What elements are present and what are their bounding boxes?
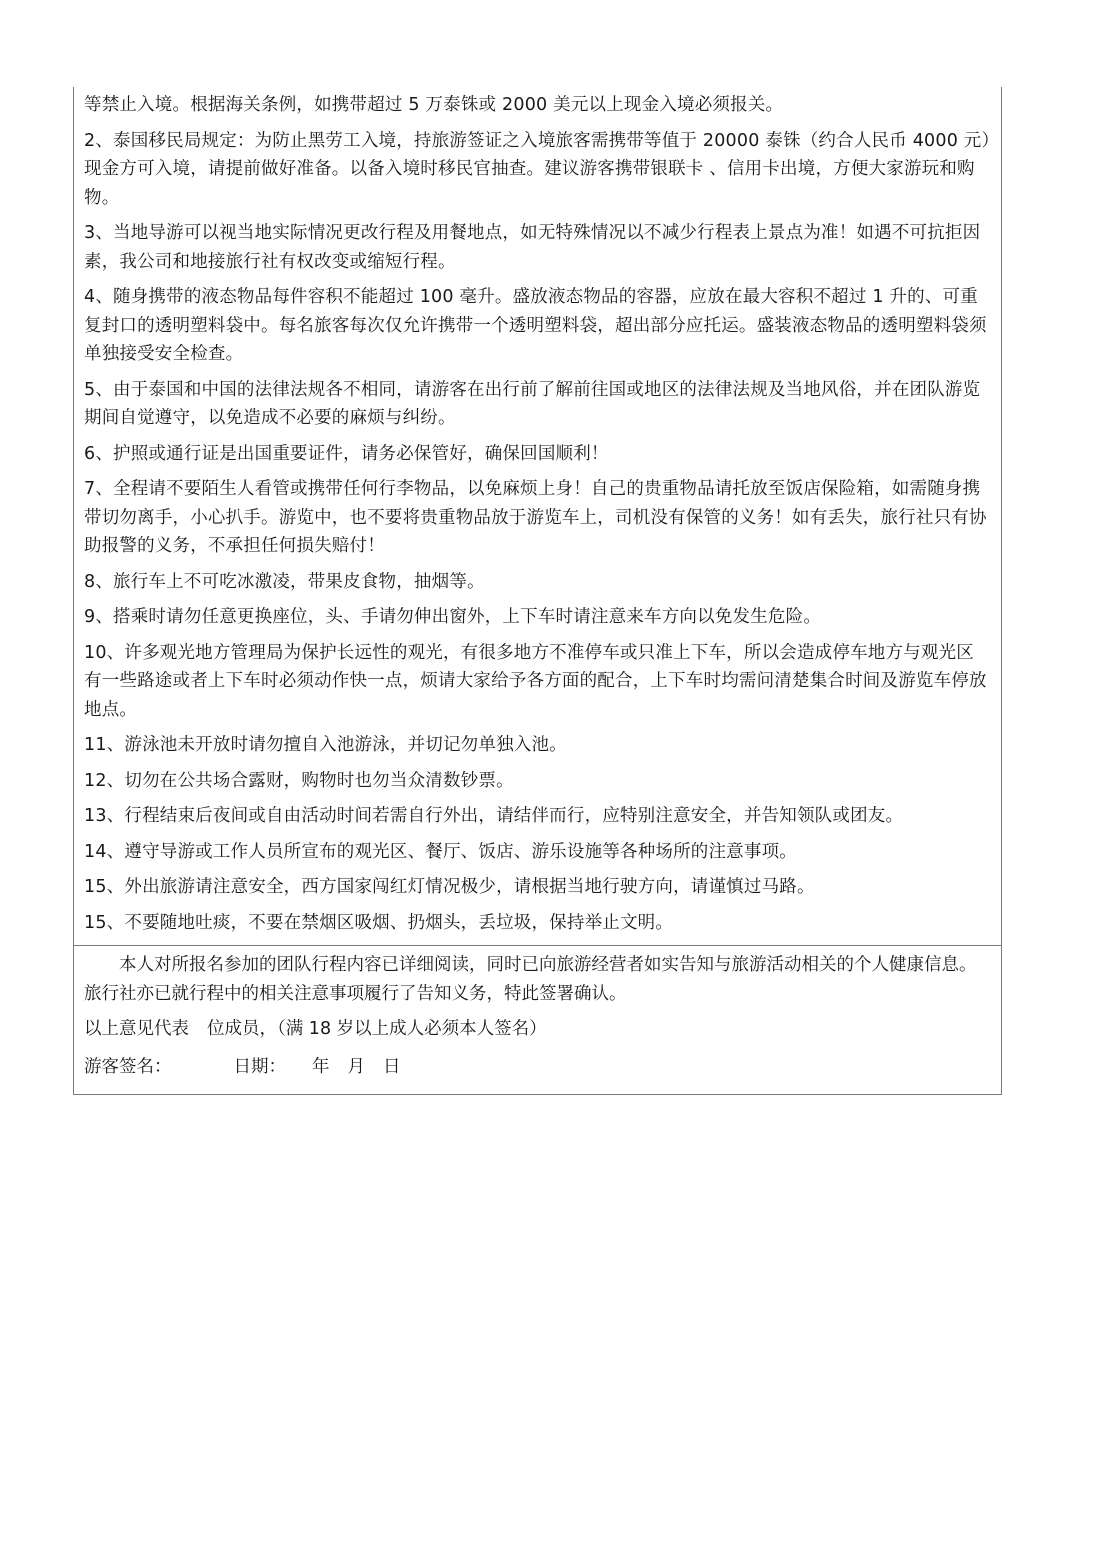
rep-prefix: 以上意见代表 (84, 1019, 189, 1039)
note-item: 15、外出旅游请注意安全，西方国家闯红灯情况极少，请根据当地行驶方向，请谨慎过马路。 (84, 877, 815, 897)
signature-line (84, 1053, 991, 1082)
notice-table (73, 87, 1002, 1095)
note-item: 9、搭乘时请勿任意更换座位，头、手请勿伸出窗外，上下车时请注意来车方向以免发生危险。 (84, 607, 822, 627)
note-item: 10、许多观光地方管理局为保护长远性的观光，有很多地方不准停车或只准上下车，所以会造成停车地方与观光区有一些路途或者上下车时必须动作快一点，烦请大家给予各方面的配合，上下车时均需问清楚集合时间及游览车停放地点。 (84, 642, 987, 720)
note-item: 5、由于泰国和中国的法律法规各不相同，请游客在出行前了解前往国或地区的法律法规及当地风俗，并在团队游览期间自觉遵守，以免造成不必要的麻烦与纠纷。 (84, 379, 981, 428)
note-item: 6、护照或通行证是出国重要证件，请务必保管好，确保回国顺利！ (84, 443, 609, 464)
note-item: 8、旅行车上不可吃冰激凌，带果皮食物，抽烟等。 (84, 571, 485, 592)
notes-cell (74, 87, 1001, 946)
signature-label: 游客签名： (84, 1056, 172, 1077)
note-item: 14、遵守导游或工作人员所宣布的观光区、餐厅、饭店、游乐设施等各种场所的注意事项。 (84, 841, 797, 862)
rep-suffix: 位成员，（满 18 岁以上成人必须本人签名） (207, 1019, 547, 1039)
month-label: 月 (347, 1056, 365, 1077)
date-label: 日期： (233, 1056, 286, 1077)
note-item: 7、全程请不要陌生人看管或携带任何行李物品，以免麻烦上身！自己的贵重物品请托放至饭店保险箱，如需随身携带切勿离手，小心扒手。游览中，也不要将贵重物品放于游览车上，司机没有保管的义务！如有丢失，旅行社只有协助报警的义务，不承担任何损失赔付！ (84, 479, 987, 556)
year-label: 年 (312, 1056, 330, 1077)
representation-line (84, 1015, 991, 1044)
note-item: 等禁止入境。根据海关条例，如携带超过 5 万泰铢或 2000 美元以上现金入境必须报关。 (84, 95, 784, 115)
note-item: 4、随身携带的液态物品每件容积不能超过 100 毫升。盛放液态物品的容器，应放在最大容积不超过 1 升的、可重复封口的透明塑料袋中。每名旅客每次仅允许携带一个透明塑料袋，超出部分应托运。盛装液态物品的透明塑料袋须单独接受安全检查。 (84, 287, 987, 364)
note-item: 12、切勿在公共场合露财，购物时也勿当众清数钞票。 (84, 770, 514, 791)
note-item: 11、游泳池未开放时请勿擅自入池游泳，并切记勿单独入池。 (84, 735, 567, 755)
note-item: 2、泰国移民局规定：为防止黑劳工入境，持旅游签证之入境旅客需携带等值于 20000 泰铢（约合人民币 4000 元）现金方可入境，请提前做好准备。以备入境时移民官抽查。建议游客携带银联卡 、信用卡出境，方便大家游玩和购物。 (84, 130, 991, 208)
note-item: 3、当地导游可以视当地实际情况更改行程及用餐地点，如无特殊情况以不减少行程表上景点为准！如遇不可抗拒因素，我公司和地接旅行社有权改变或缩短行程。 (84, 223, 981, 272)
confirmation-cell (74, 946, 1001, 1094)
note-item: 13、行程结束后夜间或自由活动时间若需自行外出，请结伴而行，应特别注意安全，并告知领队或团友。 (84, 806, 904, 826)
confirmation-statement: 本人对所报名参加的团队行程内容已详细阅读，同时已向旅游经营者如实告知与旅游活动相关的个人健康信息。旅行社亦已就行程中的相关注意事项履行了告知义务，特此签署确认。 (84, 955, 977, 1004)
day-label: 日 (383, 1056, 401, 1077)
note-item: 15、不要随地吐痰，不要在禁烟区吸烟、扔烟头，丢垃圾，保持举止文明。 (84, 912, 674, 933)
